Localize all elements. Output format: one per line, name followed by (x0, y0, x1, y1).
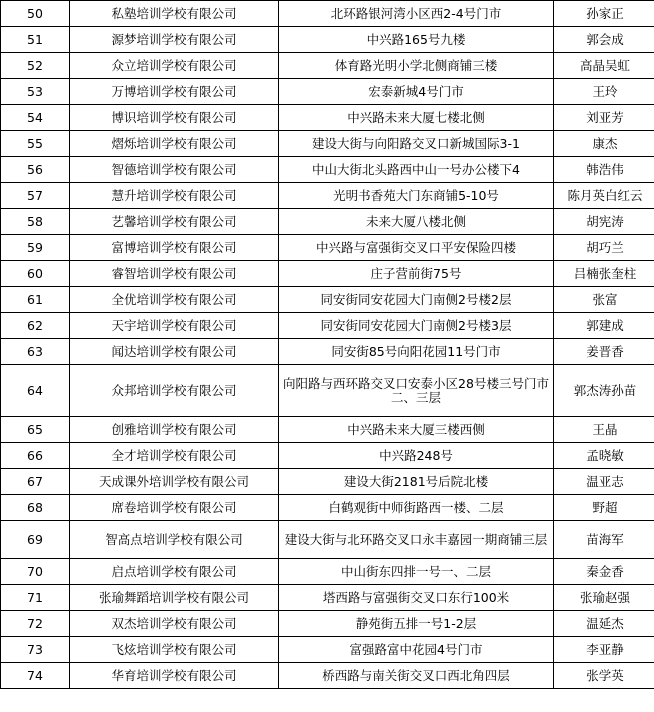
school-address: 桥西路与南关街交叉口西北角四层 (279, 663, 554, 689)
table-row (1, 183, 654, 209)
contact-person: 陈月英白红云 (554, 183, 654, 209)
table-row (1, 157, 654, 183)
school-name: 源梦培训学校有限公司 (70, 27, 279, 53)
table-row (1, 637, 654, 663)
contact-person: 孙家正 (554, 1, 654, 27)
row-number: 66 (1, 443, 70, 469)
table-row (1, 559, 654, 585)
table-body (1, 1, 654, 689)
contact-person: 郭建成 (554, 313, 654, 339)
row-number: 58 (1, 209, 70, 235)
contact-person: 高晶吴虹 (554, 53, 654, 79)
table-row (1, 365, 654, 417)
contact-person: 王玲 (554, 79, 654, 105)
row-number: 50 (1, 1, 70, 27)
row-number: 59 (1, 235, 70, 261)
row-number: 51 (1, 27, 70, 53)
school-address: 同安街同安花园大门南侧2号楼2层 (279, 287, 554, 313)
contact-person: 胡巧兰 (554, 235, 654, 261)
school-address: 北环路银河湾小区西2-4号门市 (279, 1, 554, 27)
school-address: 静苑街五排一号1-2层 (279, 611, 554, 637)
table-row (1, 261, 654, 287)
school-address: 中山街东四排一号一、二层 (279, 559, 554, 585)
contact-person: 张学英 (554, 663, 654, 689)
row-number: 60 (1, 261, 70, 287)
school-address: 同安街85号向阳花园11号门市 (279, 339, 554, 365)
school-name: 张瑜舞蹈培训学校有限公司 (70, 585, 279, 611)
table-row (1, 663, 654, 689)
school-address: 中兴路165号九楼 (279, 27, 554, 53)
school-address: 同安街同安花园大门南侧2号楼3层 (279, 313, 554, 339)
contact-person: 张富 (554, 287, 654, 313)
contact-person: 秦金香 (554, 559, 654, 585)
school-address: 中兴路与富强街交叉口平安保险四楼 (279, 235, 554, 261)
school-name: 慧升培训学校有限公司 (70, 183, 279, 209)
row-number: 54 (1, 105, 70, 131)
school-name: 席卷培训学校有限公司 (70, 495, 279, 521)
row-number: 67 (1, 469, 70, 495)
row-number: 71 (1, 585, 70, 611)
row-number: 64 (1, 365, 70, 417)
table-row (1, 339, 654, 365)
table-row (1, 287, 654, 313)
school-name: 天宇培训学校有限公司 (70, 313, 279, 339)
contact-person: 郭会成 (554, 27, 654, 53)
contact-person: 胡宪涛 (554, 209, 654, 235)
table-row (1, 417, 654, 443)
row-number: 74 (1, 663, 70, 689)
contact-person: 野超 (554, 495, 654, 521)
school-name: 全优培训学校有限公司 (70, 287, 279, 313)
table-row (1, 1, 654, 27)
school-address: 塔西路与富强街交叉口东行100米 (279, 585, 554, 611)
contact-person: 康杰 (554, 131, 654, 157)
row-number: 68 (1, 495, 70, 521)
school-address: 体育路光明小学北侧商铺三楼 (279, 53, 554, 79)
school-address: 庄子营前街75号 (279, 261, 554, 287)
school-name: 启点培训学校有限公司 (70, 559, 279, 585)
school-address: 中兴路248号 (279, 443, 554, 469)
school-name: 众立培训学校有限公司 (70, 53, 279, 79)
row-number: 73 (1, 637, 70, 663)
contact-person: 苗海军 (554, 521, 654, 559)
school-address: 中兴路未来大厦七楼北侧 (279, 105, 554, 131)
school-name: 创雅培训学校有限公司 (70, 417, 279, 443)
contact-person: 韩浩伟 (554, 157, 654, 183)
row-number: 61 (1, 287, 70, 313)
table-row (1, 585, 654, 611)
contact-person: 刘亚芳 (554, 105, 654, 131)
school-name: 飞炫培训学校有限公司 (70, 637, 279, 663)
table-row (1, 443, 654, 469)
school-name: 万博培训学校有限公司 (70, 79, 279, 105)
school-name: 天成课外培训学校有限公司 (70, 469, 279, 495)
school-address: 光明书香苑大门东商铺5-10号 (279, 183, 554, 209)
table-row (1, 105, 654, 131)
school-address: 建设大街2181号后院北楼 (279, 469, 554, 495)
table-row (1, 495, 654, 521)
contact-person: 张瑜赵强 (554, 585, 654, 611)
row-number: 70 (1, 559, 70, 585)
row-number: 53 (1, 79, 70, 105)
school-address: 中山大街北头路西中山一号办公楼下4 (279, 157, 554, 183)
contact-person: 李亚静 (554, 637, 654, 663)
row-number: 56 (1, 157, 70, 183)
school-address: 宏泰新城4号门市 (279, 79, 554, 105)
school-address: 建设大街与向阳路交叉口新城国际3-1 (279, 131, 554, 157)
school-address: 中兴路未来大厦三楼西侧 (279, 417, 554, 443)
table-row (1, 209, 654, 235)
school-address: 未来大厦八楼北侧 (279, 209, 554, 235)
school-name: 熠烁培训学校有限公司 (70, 131, 279, 157)
school-name: 富博培训学校有限公司 (70, 235, 279, 261)
school-name: 闻达培训学校有限公司 (70, 339, 279, 365)
row-number: 65 (1, 417, 70, 443)
school-name: 全才培训学校有限公司 (70, 443, 279, 469)
school-address: 白鹤观街中师街路西一楼、二层 (279, 495, 554, 521)
row-number: 62 (1, 313, 70, 339)
contact-person: 温延杰 (554, 611, 654, 637)
table-row (1, 235, 654, 261)
school-address: 向阳路与西环路交叉口安泰小区28号楼三号门市二、三层 (279, 365, 554, 417)
school-name: 智高点培训学校有限公司 (70, 521, 279, 559)
school-address: 富强路富中花园4号门市 (279, 637, 554, 663)
contact-person: 郭杰涛孙苗 (554, 365, 654, 417)
school-name: 双杰培训学校有限公司 (70, 611, 279, 637)
row-number: 63 (1, 339, 70, 365)
row-number: 69 (1, 521, 70, 559)
school-name: 博识培训学校有限公司 (70, 105, 279, 131)
table-row (1, 469, 654, 495)
table-row (1, 27, 654, 53)
school-address: 建设大街与北环路交叉口永丰嘉园一期商铺三层 (279, 521, 554, 559)
table-row (1, 521, 654, 559)
school-name: 华育培训学校有限公司 (70, 663, 279, 689)
table-row (1, 79, 654, 105)
table-row (1, 611, 654, 637)
contact-person: 吕楠张奎柱 (554, 261, 654, 287)
school-name: 睿智培训学校有限公司 (70, 261, 279, 287)
table-row (1, 131, 654, 157)
row-number: 52 (1, 53, 70, 79)
row-number: 55 (1, 131, 70, 157)
contact-person: 温亚志 (554, 469, 654, 495)
table-row (1, 53, 654, 79)
table-row (1, 313, 654, 339)
school-name: 智德培训学校有限公司 (70, 157, 279, 183)
contact-person: 王晶 (554, 417, 654, 443)
row-number: 57 (1, 183, 70, 209)
school-name: 众邦培训学校有限公司 (70, 365, 279, 417)
school-name: 艺馨培训学校有限公司 (70, 209, 279, 235)
row-number: 72 (1, 611, 70, 637)
school-name: 私塾培训学校有限公司 (70, 1, 279, 27)
contact-person: 姜晋香 (554, 339, 654, 365)
contact-person: 孟晓敏 (554, 443, 654, 469)
